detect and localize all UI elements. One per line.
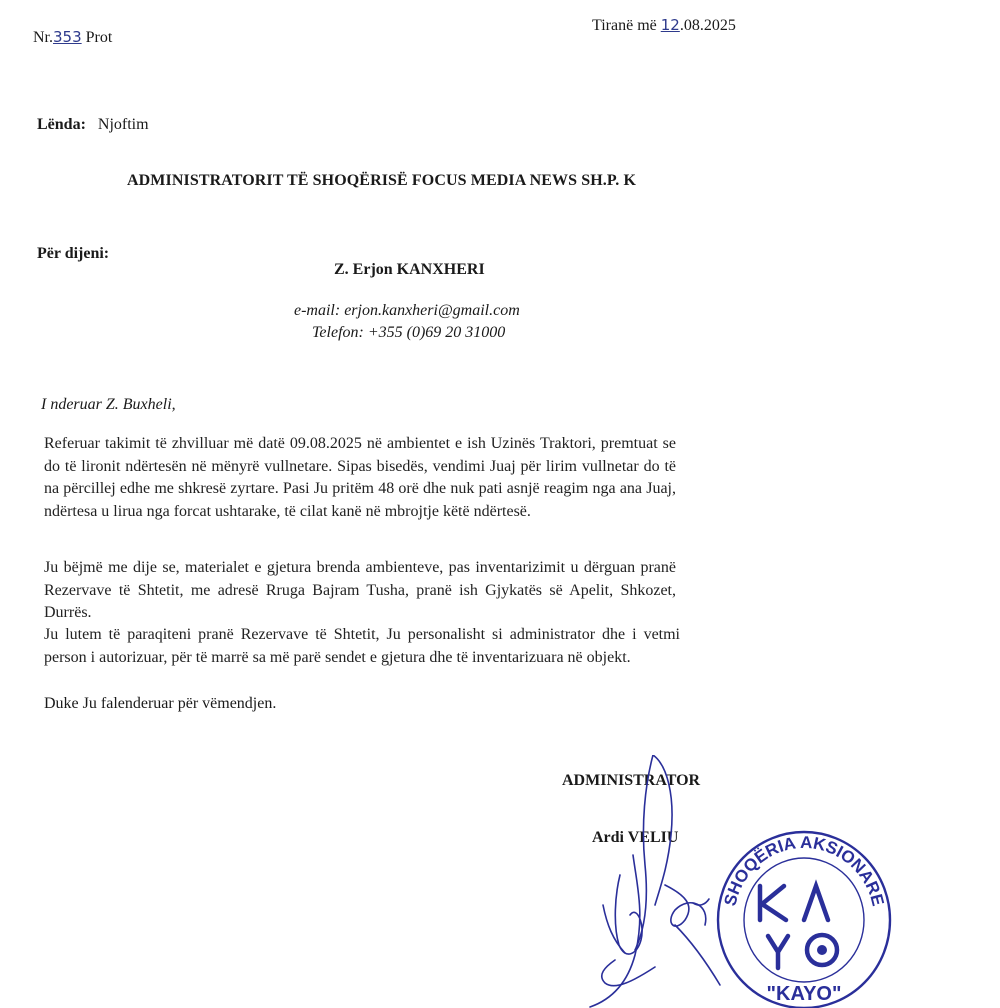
handwritten-signature <box>575 755 735 1008</box>
company-stamp <box>712 808 894 1008</box>
protocol-number <box>33 28 112 47</box>
cc-name: Z. Erjon KANXHERI <box>334 261 485 278</box>
letter-date <box>592 16 736 35</box>
closing-line: Duke Ju falenderuar për vëmendjen. <box>44 695 277 712</box>
cc-email: e-mail: erjon.kanxheri@gmail.com <box>294 302 520 319</box>
date-day-handwritten: 12 <box>660 16 680 34</box>
protocol-prefix: Nr. <box>33 29 53 46</box>
signatory-title: ADMINISTRATOR <box>562 772 701 789</box>
body-paragraph-3: Ju lutem të paraqiteni pranë Rezervave të Shtetit, Ju personalisht si administrator dhe i vetmi person i autorizuar, për të marrë sa më parë sendet e gjetura dhe të inventarizuara në objekt. <box>44 626 680 666</box>
subject-label: Lënda: <box>37 116 86 133</box>
stamp-name: "KAYO" <box>766 983 842 1005</box>
salutation: I nderuar Z. Buxheli, <box>41 396 176 413</box>
cc-phone: Telefon: +355 (0)69 20 31000 <box>312 324 506 341</box>
subject-value: Njoftim <box>97 116 149 133</box>
body-paragraph-1: Referuar takimit të zhvilluar më datë 09.08.2025 në ambientet e ish Uzinës Traktori, premtuat se do të lironit ndërtesën në mënyrë vullnetare. Sipas bisedës, vendimi Juaj për lirim vullnetar do të na përcillej edhe me shkresë zyrtare. Pasi Ju pritëm 48 orë dhe nuk pati asnjë reagim nga ana Juaj, ndërtesa u lirua nga forcat ushtarake, të cilat kanë në mbrojtje këtë ndërtesë. <box>44 435 676 520</box>
cc-label: Për dijeni: <box>37 245 110 262</box>
svg-text:SHOQËRIA AKSIONARE: SHOQËRIA AKSIONARE <box>720 832 888 908</box>
protocol-suffix: Prot <box>81 29 113 46</box>
date-suffix: .08.2025 <box>679 17 736 34</box>
body-paragraph-2: Ju bëjmë me dije se, materialet e gjetura brenda ambienteve, pas inventarizimit u dërguan pranë Rezervave të Shtetit, me adresë Rruga Bajram Tusha, pranë ish Gjykatës së Apelit, Shkozet, Durrës. <box>44 559 676 621</box>
protocol-number-handwritten: 353 <box>53 28 82 46</box>
date-prefix: Tiranë më <box>592 17 661 34</box>
subject-line <box>37 116 149 134</box>
signatory-name: Ardi VELIU <box>592 829 679 846</box>
addressee: ADMINISTRATORIT TË SHOQËRISË FOCUS MEDIA NEWS SH.P. K <box>127 172 636 189</box>
